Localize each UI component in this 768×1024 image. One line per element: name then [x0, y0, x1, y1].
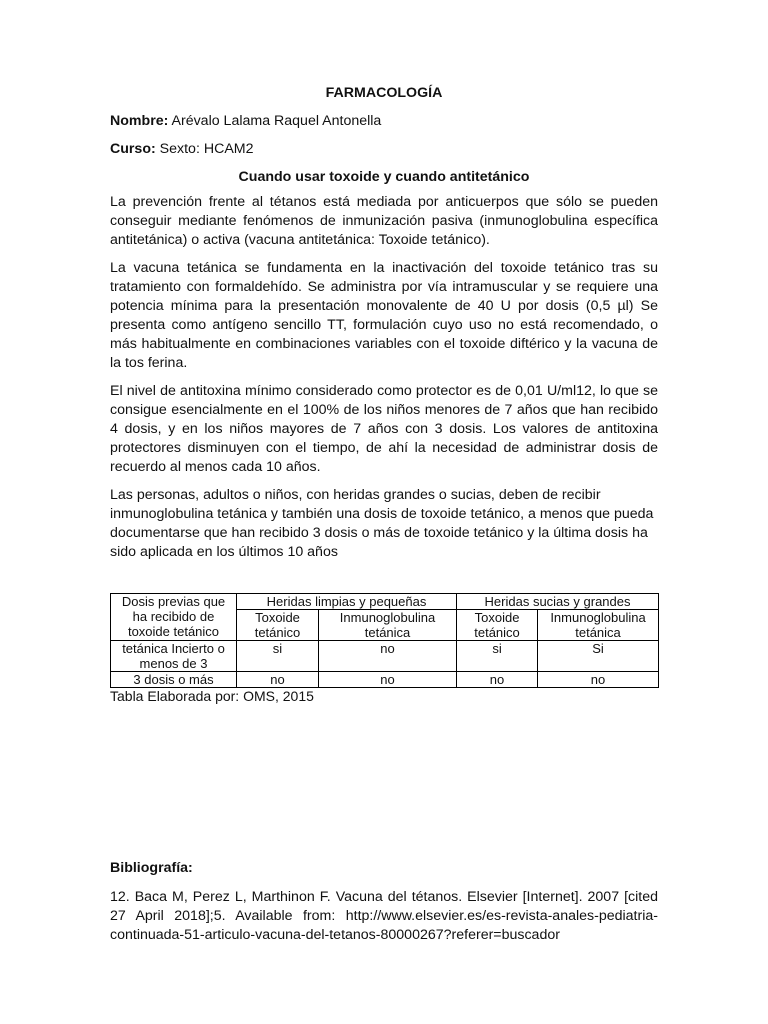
table-cell: no — [538, 672, 659, 688]
table-caption: Tabla Elaborada por: OMS, 2015 — [110, 688, 314, 704]
document-page — [110, 84, 658, 945]
course-field — [110, 140, 658, 159]
bibliography-entry: 12. Baca M, Perez L, Marthinon F. Vacuna del tétanos. Elsevier [Internet]. 2007 [cited 27 April 2018];5. Available from: http://www.elsevier.es/es-revista-anales-pediatria-continuada-51-articulo-vacuna-del-tetanos-80000267?referer=buscador — [110, 889, 658, 943]
paragraph-wounds: Las personas, adultos o niños, con heridas grandes o sucias, deben de recibir inmunoglobulina tetánica y también una dosis de toxoide tetánico, a menos que pueda documentarse que han recibido 3 dosis o más de toxoide tetánico y la última dosis ha sido aplicada en los últimos 10 años — [110, 487, 654, 560]
document-subtitle: Cuando usar toxoide y cuando antitetánico — [238, 169, 530, 185]
table-col-toxoid-dirty: Toxoide tetánico — [457, 610, 538, 641]
table-cell: si — [457, 641, 538, 672]
table-cell: no — [457, 672, 538, 688]
name-label: Nombre: — [110, 113, 169, 129]
table-row — [111, 641, 659, 672]
bibliography-title: Bibliografía: — [110, 860, 193, 876]
paragraph-prevention: La prevención frente al tétanos está mediada por anticuerpos que sólo se pueden conseguir mediante fenómenos de inmunización pasiva (inmunoglobulina específica antitetánica) o activa (vacuna antitetánica: Toxoide tetánico). — [110, 194, 658, 248]
paragraph-antitoxin: El nivel de antitoxina mínimo considerado como protector es de 0,01 U/ml12, lo que se consigue esencialmente en el 100% de los niños menores de 7 años que han recibido 4 dosis, y en los niños mayores de 7 años con 3 dosis. Los valores de antitoxina protectores disminuyen con el tiempo, de ahí la necesidad de administrar dosis de recuerdo al menos cada 10 años. — [110, 383, 658, 475]
table-cell: no — [237, 672, 319, 688]
table-group-clean: Heridas limpias y pequeñas — [237, 594, 457, 610]
table-col-toxoid-clean: Toxoide tetánico — [237, 610, 319, 641]
course-label: Curso: — [110, 141, 156, 157]
table-corner-header: Dosis previas que ha recibido de toxoide tetánico — [111, 594, 237, 641]
table-col-immuno-dirty: Inmunoglobulina tetánica — [538, 610, 659, 641]
table-cell: Si — [538, 641, 659, 672]
table-row — [111, 672, 659, 688]
table-col-immuno-clean: Inmunoglobulina tetánica — [319, 610, 457, 641]
name-field — [110, 112, 658, 131]
course-value: Sexto: HCAM2 — [159, 141, 254, 157]
dose-table — [110, 593, 659, 688]
table-row-label: 3 dosis o más — [111, 672, 237, 688]
name-value: Arévalo Lalama Raquel Antonella — [171, 113, 382, 129]
paragraph-vaccine: La vacuna tetánica se fundamenta en la inactivación del toxoide tetánico tras su tratamiento con formaldehído. Se administra por vía intramuscular y se requiere una potencia mínima para la presentación monovalente de 40 U por dosis (0,5 µl) Se presenta como antígeno sencillo TT, formulación cuyo uso no está recomendado, o más habitualmente en combinaciones variables con el toxoide diftérico y la vacuna de la tos ferina. — [110, 260, 658, 371]
table-cell: no — [319, 672, 457, 688]
table-cell: si — [237, 641, 319, 672]
table-header-row — [111, 594, 659, 610]
table-group-dirty: Heridas sucias y grandes — [457, 594, 659, 610]
table-row-label: tetánica Incierto o menos de 3 — [111, 641, 237, 672]
table-cell: no — [319, 641, 457, 672]
document-title: FARMACOLOGÍA — [325, 85, 443, 101]
